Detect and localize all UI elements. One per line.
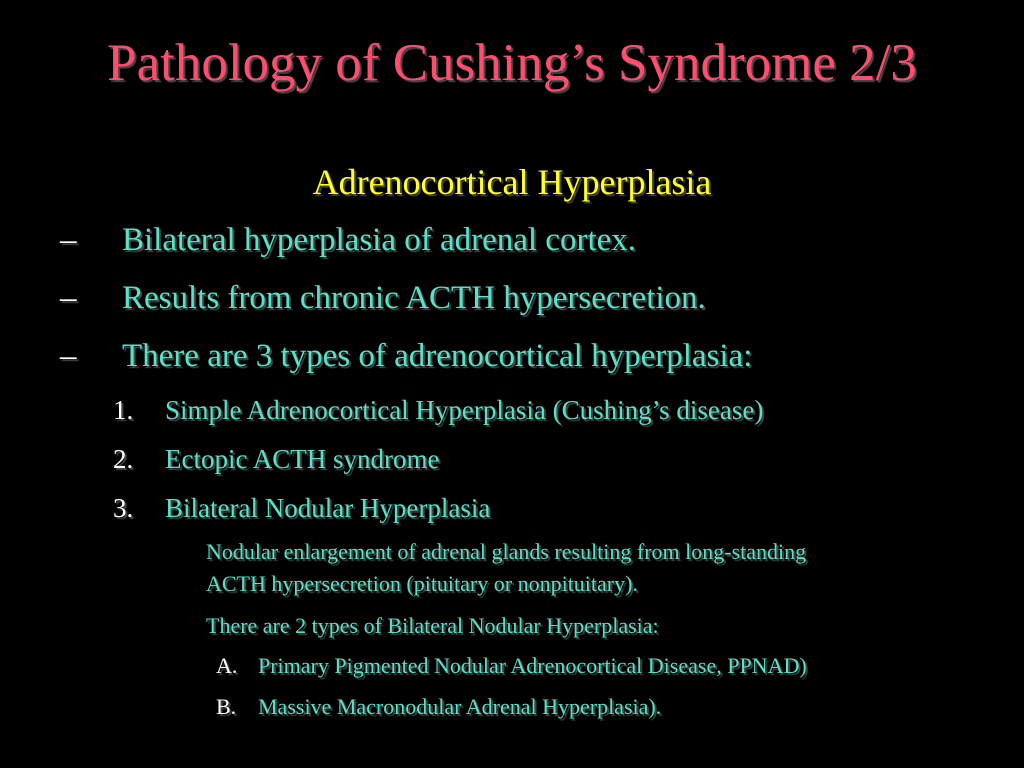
number-marker: 2. — [113, 444, 134, 474]
dash-marker: – — [60, 280, 77, 316]
bullet-text: Results from chronic ACTH hypersecretion. — [122, 280, 706, 316]
letter-marker: B. — [216, 694, 237, 719]
lettered-text: Primary Pigmented Nodular Adrenocortical Disease, PPNAD) — [258, 653, 807, 678]
dash-marker: – — [60, 338, 77, 374]
section-heading: Adrenocortical Hyperplasia — [312, 162, 712, 202]
numbered-text: Bilateral Nodular Hyperplasia — [165, 493, 491, 523]
dash-marker: – — [60, 222, 77, 258]
description-line: ACTH hypersecretion (pituitary or nonpituitary). — [206, 571, 638, 596]
slide-title: Pathology of Cushing’s Syndrome 2/3 — [107, 34, 917, 92]
lettered-text: Massive Macronodular Adrenal Hyperplasia). — [258, 694, 662, 719]
numbered-text: Simple Adrenocortical Hyperplasia (Cushing’s disease) — [165, 395, 764, 425]
bullet-text: Bilateral hyperplasia of adrenal cortex. — [122, 222, 637, 258]
types-intro: There are 2 types of Bilateral Nodular Hyperplasia: — [206, 613, 659, 638]
bullet-text: There are 3 types of adrenocortical hyperplasia: — [122, 338, 753, 374]
letter-marker: A. — [216, 653, 238, 678]
number-marker: 3. — [113, 493, 134, 523]
numbered-text: Ectopic ACTH syndrome — [165, 444, 440, 474]
description-line: Nodular enlargement of adrenal glands resulting from long-standing — [206, 539, 807, 564]
number-marker: 1. — [113, 395, 134, 425]
